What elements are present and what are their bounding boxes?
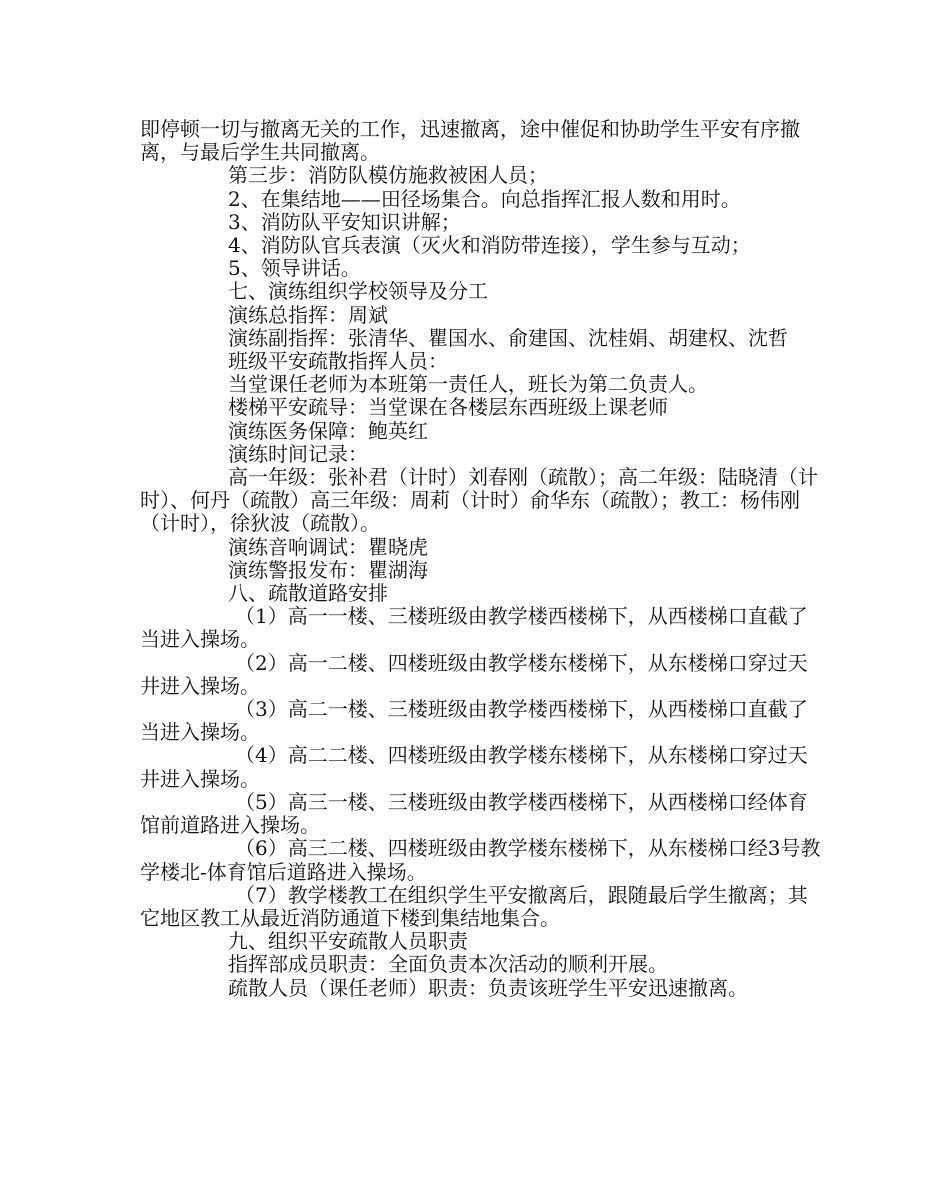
paragraph: 楼梯平安疏导：当堂课在各楼层东西班级上课老师 <box>228 395 668 420</box>
paragraph: 第三步：消防队模仿施救被困人员； <box>228 163 548 188</box>
section-heading: 七、演练组织学校领导及分工 <box>228 279 488 304</box>
list-item: （4）高二二楼、四楼班级由教学楼东楼梯下，从东楼梯口穿过天井进入操场。 <box>140 743 808 791</box>
paragraph: 4、消防队官兵表演（灭火和消防带连接），学生参与互动； <box>228 233 751 258</box>
paragraph: 班级平安疏散指挥人员： <box>228 349 448 374</box>
paragraph: 指挥部成员职责：全面负责本次活动的顺利开展。 <box>228 952 668 977</box>
paragraph: 2、在集结地——田径场集合。向总指挥汇报人数和用时。 <box>228 186 741 211</box>
paragraph: 即停顿一切与撤离无关的工作，迅速撤离，途中催促和协助学生平安有序撤离，与最后学生共同撤离。 <box>140 117 800 165</box>
paragraph: 演练音响调试：瞿晓虎 <box>228 534 428 559</box>
list-item: （5）高三一楼、三楼班级由教学楼西楼梯下，从西楼梯口经体育馆前道路进入操场。 <box>140 789 808 838</box>
section-heading: 九、组织平安疏散人员职责 <box>228 929 468 954</box>
list-item: （3）高二一楼、三楼班级由教学楼西楼梯下，从西楼梯口直截了当进入操场。 <box>140 697 808 745</box>
paragraph: 演练时间记录： <box>228 441 368 466</box>
paragraph: 演练副指挥：张清华、瞿国水、俞建国、沈桂娟、胡建权、沈哲 <box>228 325 788 350</box>
paragraph: 当堂课任老师为本班第一责任人，班长为第二负责人。 <box>228 372 708 397</box>
document-body <box>140 118 825 1000</box>
paragraph: 5、领导讲话。 <box>228 256 361 281</box>
list-item: （2）高一二楼、四楼班级由教学楼东楼梯下，从东楼梯口穿过天井进入操场。 <box>140 650 808 698</box>
list-item: （1）高一一楼、三楼班级由教学楼西楼梯下，从西楼梯口直截了当进入操场。 <box>140 604 808 652</box>
paragraph: 疏散人员（课任老师）职责：负责该班学生平安迅速撤离。 <box>228 975 748 1000</box>
paragraph: 高一年级：张补君（计时）刘春刚（疏散）；高二年级：陆晓清（计时）、何丹（疏散）高三年级：周莉（计时）俞华东（疏散）；教工：杨伟刚（计时），徐狄波（疏散）。 <box>140 465 818 536</box>
section-heading: 八、疏散道路安排 <box>228 581 388 606</box>
paragraph: 演练警报发布：瞿湖海 <box>228 557 428 582</box>
list-item: （6）高三二楼、四楼班级由教学楼东楼梯下，从东楼梯口经3号教学楼北-体育馆后道路进入操场。 <box>140 836 821 884</box>
paragraph: 演练医务保障：鲍英红 <box>228 418 428 443</box>
paragraph: 3、消防队平安知识讲解； <box>228 209 461 234</box>
list-item: （7）教学楼教工在组织学生平安撤离后，跟随最后学生撤离；其它地区教工从最近消防通道下楼到集结地集合。 <box>140 882 808 930</box>
paragraph: 演练总指挥：周斌 <box>228 302 388 327</box>
